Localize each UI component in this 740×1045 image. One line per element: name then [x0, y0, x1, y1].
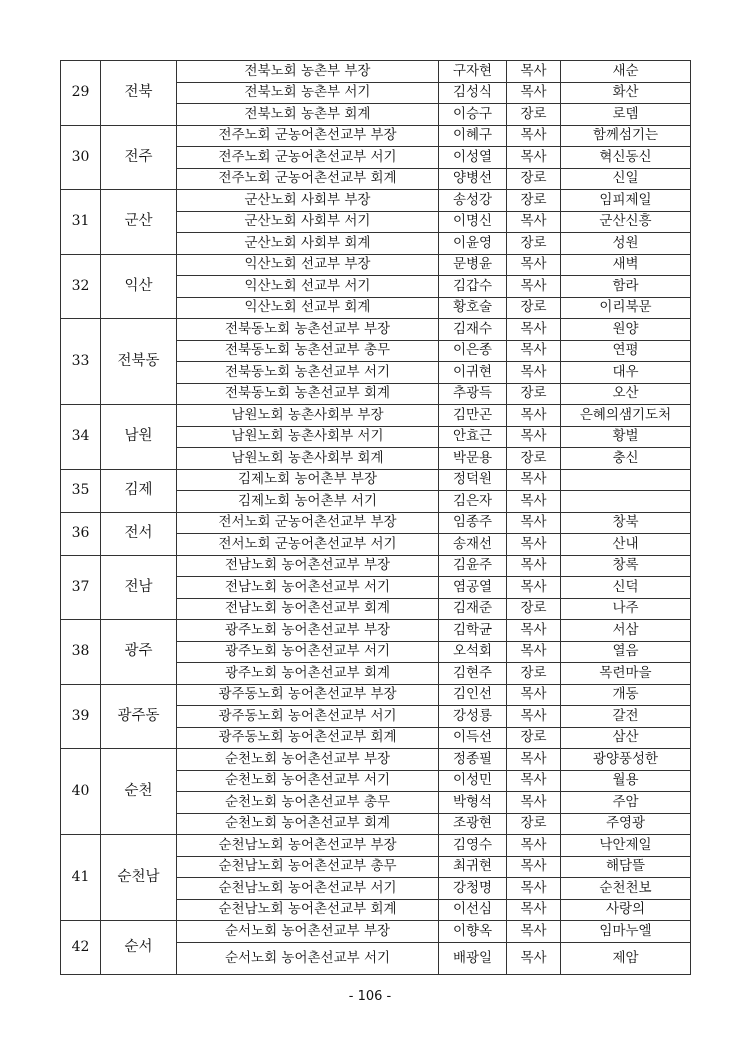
- person-name-cell: 추광득: [439, 383, 507, 405]
- title-cell: 목사: [507, 641, 561, 663]
- church-cell: 이리북문: [561, 297, 691, 319]
- group-number-cell: 39: [61, 684, 101, 749]
- person-name-cell: 송재선: [439, 534, 507, 556]
- region-cell: 전서: [101, 512, 177, 555]
- title-cell: 목사: [507, 82, 561, 104]
- committee-position-cell: 순천노회 농어촌선교부 부장: [177, 749, 439, 771]
- title-cell: 목사: [507, 620, 561, 642]
- group-number-cell: 34: [61, 405, 101, 470]
- title-cell: 장로: [507, 598, 561, 620]
- committee-position-cell: 전주노회 군농어촌선교부 부장: [177, 125, 439, 147]
- church-cell: 순천천보: [561, 878, 691, 900]
- committee-position-cell: 순서노회 농어촌선교부 부장: [177, 921, 439, 943]
- church-cell: 혁신동신: [561, 147, 691, 169]
- title-cell: 장로: [507, 813, 561, 835]
- title-cell: 장로: [507, 727, 561, 749]
- title-cell: 목사: [507, 942, 561, 974]
- person-name-cell: 이은종: [439, 340, 507, 362]
- church-cell: 낙안제일: [561, 835, 691, 857]
- person-name-cell: 조광현: [439, 813, 507, 835]
- person-name-cell: 김현주: [439, 663, 507, 685]
- person-name-cell: 배광일: [439, 942, 507, 974]
- title-cell: 목사: [507, 555, 561, 577]
- committee-position-cell: 광주동노회 농어촌선교부 회계: [177, 727, 439, 749]
- title-cell: 목사: [507, 512, 561, 534]
- region-cell: 광주동: [101, 684, 177, 749]
- committee-position-cell: 전주노회 군농어촌선교부 회계: [177, 168, 439, 190]
- group-number-cell: 32: [61, 254, 101, 319]
- roster-row: [61, 684, 691, 706]
- person-name-cell: 염공열: [439, 577, 507, 599]
- person-name-cell: 김영수: [439, 835, 507, 857]
- church-cell: 월용: [561, 770, 691, 792]
- committee-position-cell: 전북동노회 농촌선교부 총무: [177, 340, 439, 362]
- person-name-cell: 이명신: [439, 211, 507, 233]
- group-number-cell: 42: [61, 921, 101, 975]
- church-cell: 사랑의: [561, 899, 691, 921]
- region-cell: 순천남: [101, 835, 177, 921]
- person-name-cell: 김은자: [439, 491, 507, 513]
- committee-position-cell: 전북동노회 농촌선교부 서기: [177, 362, 439, 384]
- title-cell: 목사: [507, 534, 561, 556]
- roster-row: [61, 254, 691, 276]
- page-number: - 106 -: [348, 989, 392, 1004]
- church-cell: 대우: [561, 362, 691, 384]
- region-cell: 남원: [101, 405, 177, 470]
- committee-position-cell: 순천남노회 농어촌선교부 부장: [177, 835, 439, 857]
- church-cell: 새순: [561, 61, 691, 83]
- church-cell: 목련마을: [561, 663, 691, 685]
- title-cell: 목사: [507, 878, 561, 900]
- committee-position-cell: 전서노회 군농어촌선교부 부장: [177, 512, 439, 534]
- group-number-cell: 33: [61, 319, 101, 405]
- committee-position-cell: 전남노회 농어촌선교부 서기: [177, 577, 439, 599]
- committee-position-cell: 남원노회 농촌사회부 부장: [177, 405, 439, 427]
- region-cell: 군산: [101, 190, 177, 255]
- committee-position-cell: 광주노회 농어촌선교부 부장: [177, 620, 439, 642]
- committee-position-cell: 순서노회 농어촌선교부 서기: [177, 942, 439, 974]
- region-cell: 순천: [101, 749, 177, 835]
- committee-position-cell: 순천남노회 농어촌선교부 서기: [177, 878, 439, 900]
- roster-row: [61, 190, 691, 212]
- title-cell: 목사: [507, 340, 561, 362]
- title-cell: 목사: [507, 276, 561, 298]
- roster-row: [61, 620, 691, 642]
- group-number-cell: 40: [61, 749, 101, 835]
- church-cell: 은혜의샘기도처: [561, 405, 691, 427]
- group-number-cell: 36: [61, 512, 101, 555]
- church-cell: 군산신흥: [561, 211, 691, 233]
- church-cell: 화산: [561, 82, 691, 104]
- person-name-cell: 안효근: [439, 426, 507, 448]
- committee-position-cell: 군산노회 사회부 회계: [177, 233, 439, 255]
- group-number-cell: 35: [61, 469, 101, 512]
- title-cell: 장로: [507, 663, 561, 685]
- person-name-cell: 송성강: [439, 190, 507, 212]
- region-cell: 전주: [101, 125, 177, 190]
- person-name-cell: 김재수: [439, 319, 507, 341]
- region-cell: 광주: [101, 620, 177, 685]
- title-cell: 장로: [507, 104, 561, 126]
- title-cell: 장로: [507, 168, 561, 190]
- title-cell: 목사: [507, 706, 561, 728]
- person-name-cell: 강성룡: [439, 706, 507, 728]
- title-cell: 목사: [507, 211, 561, 233]
- group-number-cell: 41: [61, 835, 101, 921]
- committee-position-cell: 전서노회 군농어촌선교부 서기: [177, 534, 439, 556]
- roster-row: [61, 512, 691, 534]
- church-cell: 광양풍성한: [561, 749, 691, 771]
- person-name-cell: 이득선: [439, 727, 507, 749]
- title-cell: 목사: [507, 491, 561, 513]
- title-cell: 장로: [507, 233, 561, 255]
- title-cell: 목사: [507, 254, 561, 276]
- roster-row: [61, 835, 691, 857]
- church-cell: [561, 491, 691, 513]
- person-name-cell: 이선심: [439, 899, 507, 921]
- roster-row: [61, 469, 691, 491]
- person-name-cell: 김재준: [439, 598, 507, 620]
- committee-position-cell: 전주노회 군농어촌선교부 서기: [177, 147, 439, 169]
- committee-position-cell: 전북노회 농촌부 서기: [177, 82, 439, 104]
- church-cell: 함라: [561, 276, 691, 298]
- committee-position-cell: 전북노회 농촌부 회계: [177, 104, 439, 126]
- roster-row: [61, 555, 691, 577]
- church-cell: 성원: [561, 233, 691, 255]
- church-cell: 열음: [561, 641, 691, 663]
- church-cell: 오산: [561, 383, 691, 405]
- committee-position-cell: 익산노회 선교부 회계: [177, 297, 439, 319]
- title-cell: 목사: [507, 319, 561, 341]
- title-cell: 목사: [507, 770, 561, 792]
- church-cell: 해담뜰: [561, 856, 691, 878]
- title-cell: 목사: [507, 147, 561, 169]
- title-cell: 목사: [507, 835, 561, 857]
- person-name-cell: 문병윤: [439, 254, 507, 276]
- roster-row: [61, 125, 691, 147]
- church-cell: [561, 469, 691, 491]
- committee-position-cell: 광주동노회 농어촌선교부 부장: [177, 684, 439, 706]
- church-cell: 삼산: [561, 727, 691, 749]
- person-name-cell: 이향옥: [439, 921, 507, 943]
- group-number-cell: 37: [61, 555, 101, 620]
- title-cell: 목사: [507, 125, 561, 147]
- roster-row: [61, 319, 691, 341]
- person-name-cell: 이승구: [439, 104, 507, 126]
- committee-position-cell: 순천노회 농어촌선교부 총무: [177, 792, 439, 814]
- region-cell: 익산: [101, 254, 177, 319]
- church-cell: 신덕: [561, 577, 691, 599]
- title-cell: 목사: [507, 792, 561, 814]
- title-cell: 목사: [507, 61, 561, 83]
- person-name-cell: 박문용: [439, 448, 507, 470]
- committee-position-cell: 광주동노회 농어촌선교부 서기: [177, 706, 439, 728]
- person-name-cell: 오석회: [439, 641, 507, 663]
- person-name-cell: 구자현: [439, 61, 507, 83]
- committee-position-cell: 순천남노회 농어촌선교부 회계: [177, 899, 439, 921]
- committee-position-cell: 익산노회 선교부 부장: [177, 254, 439, 276]
- title-cell: 목사: [507, 405, 561, 427]
- church-cell: 제암: [561, 942, 691, 974]
- region-cell: 순서: [101, 921, 177, 975]
- region-cell: 김제: [101, 469, 177, 512]
- region-cell: 전남: [101, 555, 177, 620]
- person-name-cell: 양병선: [439, 168, 507, 190]
- title-cell: 장로: [507, 448, 561, 470]
- committee-position-cell: 전남노회 농어촌선교부 부장: [177, 555, 439, 577]
- committee-position-cell: 전북동노회 농촌선교부 회계: [177, 383, 439, 405]
- group-number-cell: 38: [61, 620, 101, 685]
- group-number-cell: 29: [61, 61, 101, 126]
- title-cell: 목사: [507, 469, 561, 491]
- church-cell: 서삼: [561, 620, 691, 642]
- person-name-cell: 최귀현: [439, 856, 507, 878]
- committee-position-cell: 군산노회 사회부 부장: [177, 190, 439, 212]
- committee-position-cell: 순천노회 농어촌선교부 회계: [177, 813, 439, 835]
- committee-position-cell: 남원노회 농촌사회부 회계: [177, 448, 439, 470]
- committee-roster-table: [60, 60, 691, 975]
- region-cell: 전북동: [101, 319, 177, 405]
- church-cell: 함께섬기는: [561, 125, 691, 147]
- person-name-cell: 이성민: [439, 770, 507, 792]
- roster-row: [61, 749, 691, 771]
- committee-position-cell: 김제노회 농어촌부 부장: [177, 469, 439, 491]
- title-cell: 목사: [507, 577, 561, 599]
- person-name-cell: 임종주: [439, 512, 507, 534]
- title-cell: 목사: [507, 856, 561, 878]
- committee-position-cell: 남원노회 농촌사회부 서기: [177, 426, 439, 448]
- person-name-cell: 이혜구: [439, 125, 507, 147]
- roster-body: [61, 61, 691, 975]
- person-name-cell: 김갑수: [439, 276, 507, 298]
- church-cell: 주영광: [561, 813, 691, 835]
- group-number-cell: 30: [61, 125, 101, 190]
- title-cell: 목사: [507, 426, 561, 448]
- person-name-cell: 박형석: [439, 792, 507, 814]
- title-cell: 목사: [507, 899, 561, 921]
- church-cell: 개동: [561, 684, 691, 706]
- person-name-cell: 황호술: [439, 297, 507, 319]
- church-cell: 황벌: [561, 426, 691, 448]
- church-cell: 임피제일: [561, 190, 691, 212]
- committee-position-cell: 순천남노회 농어촌선교부 총무: [177, 856, 439, 878]
- church-cell: 새벽: [561, 254, 691, 276]
- church-cell: 신일: [561, 168, 691, 190]
- title-cell: 목사: [507, 362, 561, 384]
- person-name-cell: 김학균: [439, 620, 507, 642]
- person-name-cell: 이성열: [439, 147, 507, 169]
- region-cell: 전북: [101, 61, 177, 126]
- person-name-cell: 정덕원: [439, 469, 507, 491]
- committee-position-cell: 전남노회 농어촌선교부 회계: [177, 598, 439, 620]
- roster-row: [61, 921, 691, 943]
- committee-position-cell: 군산노회 사회부 서기: [177, 211, 439, 233]
- committee-position-cell: 전북노회 농촌부 부장: [177, 61, 439, 83]
- church-cell: 창록: [561, 555, 691, 577]
- roster-row: [61, 61, 691, 83]
- church-cell: 로뎀: [561, 104, 691, 126]
- title-cell: 장로: [507, 383, 561, 405]
- church-cell: 임마누엘: [561, 921, 691, 943]
- church-cell: 나주: [561, 598, 691, 620]
- group-number-cell: 31: [61, 190, 101, 255]
- committee-position-cell: 김제노회 농어촌부 서기: [177, 491, 439, 513]
- person-name-cell: 정종필: [439, 749, 507, 771]
- title-cell: 목사: [507, 921, 561, 943]
- title-cell: 목사: [507, 749, 561, 771]
- person-name-cell: 김인선: [439, 684, 507, 706]
- church-cell: 창북: [561, 512, 691, 534]
- committee-position-cell: 광주노회 농어촌선교부 서기: [177, 641, 439, 663]
- committee-position-cell: 광주노회 농어촌선교부 회계: [177, 663, 439, 685]
- title-cell: 목사: [507, 684, 561, 706]
- church-cell: 산내: [561, 534, 691, 556]
- committee-position-cell: 익산노회 선교부 서기: [177, 276, 439, 298]
- title-cell: 장로: [507, 297, 561, 319]
- church-cell: 갈전: [561, 706, 691, 728]
- person-name-cell: 이귀현: [439, 362, 507, 384]
- committee-position-cell: 전북동노회 농촌선교부 부장: [177, 319, 439, 341]
- person-name-cell: 김성식: [439, 82, 507, 104]
- person-name-cell: 김윤주: [439, 555, 507, 577]
- church-cell: 충신: [561, 448, 691, 470]
- title-cell: 장로: [507, 190, 561, 212]
- church-cell: 원양: [561, 319, 691, 341]
- committee-position-cell: 순천노회 농어촌선교부 서기: [177, 770, 439, 792]
- roster-row: [61, 405, 691, 427]
- church-cell: 연평: [561, 340, 691, 362]
- church-cell: 주암: [561, 792, 691, 814]
- person-name-cell: 이윤영: [439, 233, 507, 255]
- person-name-cell: 강청명: [439, 878, 507, 900]
- person-name-cell: 김만곤: [439, 405, 507, 427]
